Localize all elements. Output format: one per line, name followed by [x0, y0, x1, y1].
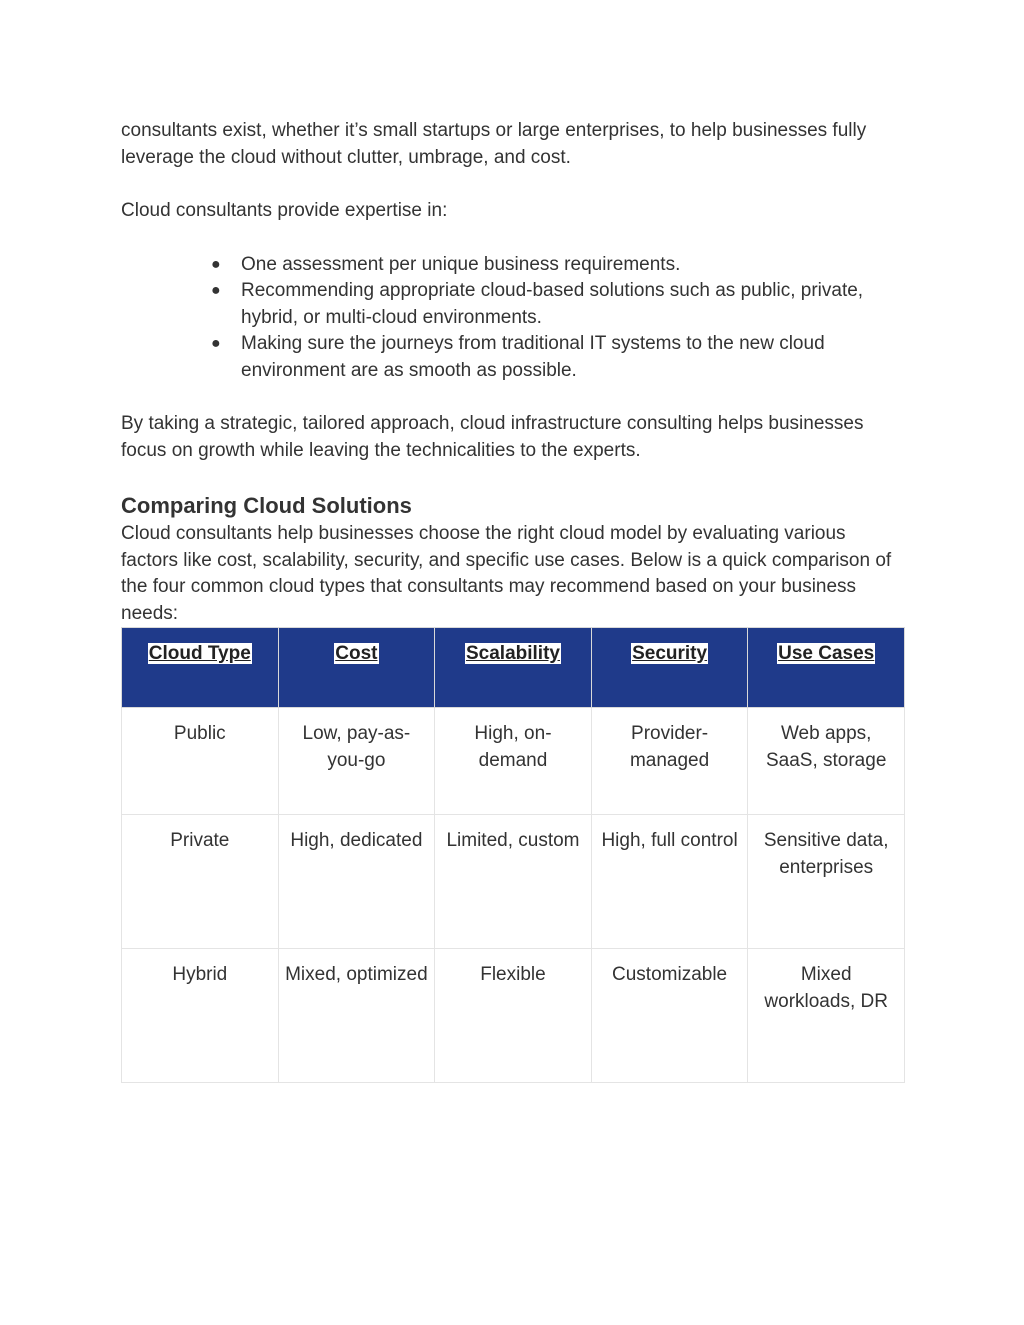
header-cost — [278, 628, 435, 708]
table-cell: Customizable — [591, 949, 748, 1083]
table-cell: High, on-demand — [435, 708, 592, 815]
table-cell: Limited, custom — [435, 815, 592, 949]
intro-paragraph-3: By taking a strategic, tailored approach, cloud infrastructure consulting helps businesses focus on growth while leaving the technicalities to the experts. — [121, 413, 864, 461]
header-use-cases — [748, 628, 905, 708]
table-cell: Low, pay-as-you-go — [278, 708, 435, 815]
table-cell: Sensitive data, enterprises — [748, 815, 905, 949]
header-cloud-type — [122, 628, 279, 708]
table-cell: Private — [122, 815, 279, 949]
table-row — [122, 949, 905, 1083]
header-label: Scalability — [465, 643, 560, 664]
table-cell: Mixed workloads, DR — [748, 949, 905, 1083]
table-cell: Hybrid — [122, 949, 279, 1083]
document-page — [121, 118, 905, 1083]
list-item-text: One assessment per unique business requirements. — [241, 253, 681, 275]
table-row — [122, 708, 905, 815]
bullet-icon: ● — [211, 335, 221, 352]
expertise-list — [121, 252, 905, 385]
list-item — [211, 252, 905, 279]
header-security — [591, 628, 748, 708]
section-heading: Comparing Cloud Solutions — [121, 493, 412, 518]
section-paragraph: Cloud consultants help businesses choose the right cloud model by evaluating various factors like cost, scalability, security, and specific use cases. Below is a quick comparison of the four common cloud types that consultants may recommend based on your business needs: — [121, 523, 892, 624]
header-scalability — [435, 628, 592, 708]
table-cell: Flexible — [435, 949, 592, 1083]
list-item — [211, 278, 905, 331]
table-cell: Mixed, optimized — [278, 949, 435, 1083]
table-cell: Web apps, SaaS, storage — [748, 708, 905, 815]
intro-paragraph-1: consultants exist, whether it’s small startups or large enterprises, to help businesses fully leverage the cloud without clutter, umbrage, and cost. — [121, 120, 867, 168]
table-cell: Public — [122, 708, 279, 815]
list-item-text: Making sure the journeys from traditional IT systems to the new cloud environment are as smooth as possible. — [241, 333, 825, 381]
header-label: Security — [632, 643, 708, 664]
list-item-text: Recommending appropriate cloud-based solutions such as public, private, hybrid, or multi-cloud environments. — [241, 280, 864, 328]
comparison-table — [121, 627, 905, 1083]
table-cell: High, dedicated — [278, 815, 435, 949]
table-cell: Provider-managed — [591, 708, 748, 815]
table-header-row — [122, 628, 905, 708]
header-label: Cost — [335, 643, 378, 664]
bullet-icon: ● — [211, 255, 221, 273]
table-row — [122, 815, 905, 949]
intro-paragraph-2: Cloud consultants provide expertise in: — [121, 200, 448, 221]
table-cell: High, full control — [591, 815, 748, 949]
list-item — [211, 331, 905, 384]
header-label: Cloud Type — [148, 643, 251, 664]
bullet-icon: ● — [211, 282, 221, 299]
header-label: Use Cases — [778, 643, 875, 664]
